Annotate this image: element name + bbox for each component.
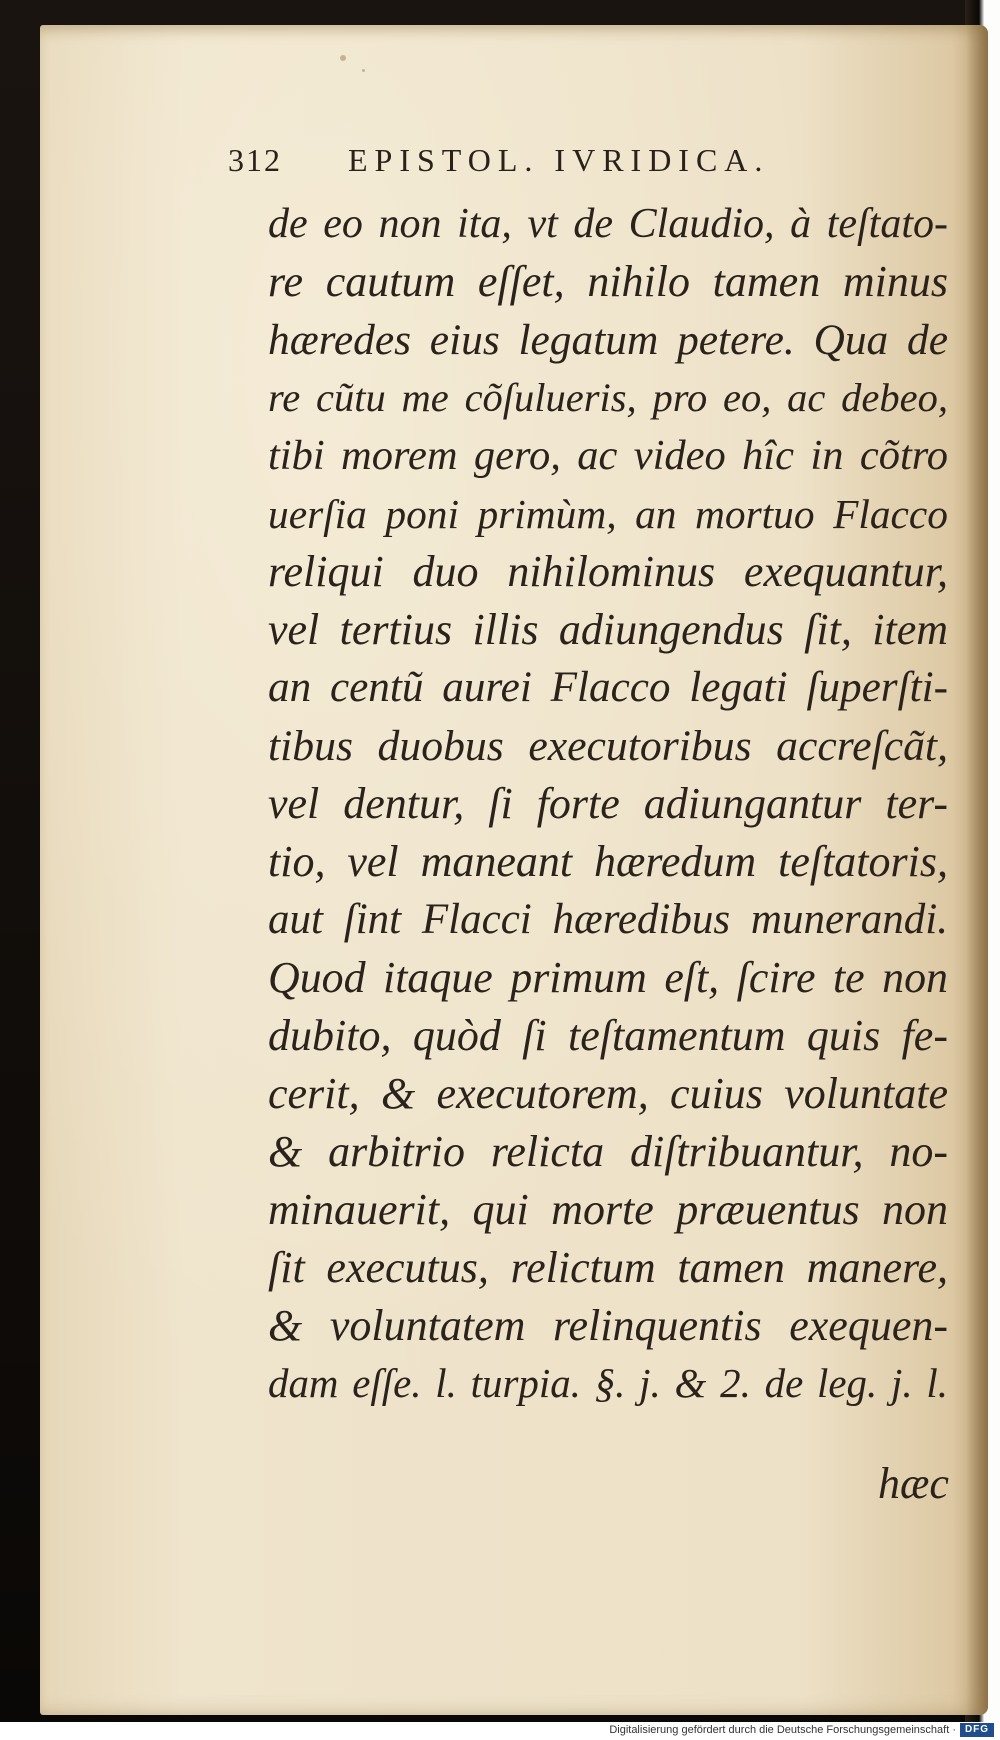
funding-credit: Digitalisierung gefördert durch die Deutsche Forschungsgemeinschaft ·	[609, 1724, 956, 1736]
text-line: hæredes eius legatum petere. Qua de	[268, 316, 948, 364]
dfg-logo: DFG	[960, 1723, 994, 1737]
page-gutter-shadow	[966, 25, 988, 1715]
text-line: & voluntatem relinquentis exequen-	[268, 1301, 948, 1350]
text-line: dam eſſe. l. turpia. §. j. & 2. de leg. j. l.	[268, 1361, 948, 1406]
text-line: tibi morem gero, ac video hîc in cõtro	[268, 432, 948, 479]
page-number: 312	[228, 142, 282, 178]
text-line: & arbitrio relicta diſtribuantur, no-	[268, 1127, 948, 1176]
body-text	[268, 195, 948, 1413]
text-line: tio, vel maneant hæredum teſtatoris,	[268, 837, 948, 886]
text-line: re cautum eſſet, nihilo tamen minus	[268, 257, 948, 306]
text-line: uerſia poni primùm, an mortuo Flacco	[268, 491, 948, 537]
text-line: tibus duobus executoribus accreſcãt,	[268, 722, 948, 770]
running-head-title: EPISTOL. IVRIDICA.	[348, 142, 770, 178]
text-line: minauerit, qui morte præuentus non	[268, 1185, 948, 1234]
text-line: cerit, & executorem, cuius voluntate	[268, 1069, 948, 1118]
text-line: reliqui duo nihilominus exequantur,	[268, 547, 948, 596]
paper-spot	[362, 69, 365, 72]
text-line: dubito, quòd ſi teſtamentum quis fe-	[268, 1011, 948, 1060]
running-head	[228, 142, 888, 192]
paper-spot	[340, 55, 346, 61]
catchword: hæc	[878, 1459, 949, 1508]
text-line: aut ſint Flacci hæredibus munerandi.	[268, 896, 948, 943]
text-line: vel tertius illis adiungendus ſit, item	[268, 605, 948, 654]
text-line: ſit executus, relictum tamen manere,	[268, 1243, 948, 1292]
text-line: re cũtu me cõſulueris, pro eo, ac debeo,	[268, 375, 948, 420]
text-line: an centũ aurei Flacco legati ſuperſti-	[268, 664, 948, 711]
text-line: Quod itaque primum eſt, ſcire te non	[268, 954, 948, 1002]
text-line: de eo non ita, vt de Claudio, à teſtato-	[268, 201, 948, 247]
text-line: vel dentur, ſi forte adiungantur ter-	[268, 779, 948, 828]
